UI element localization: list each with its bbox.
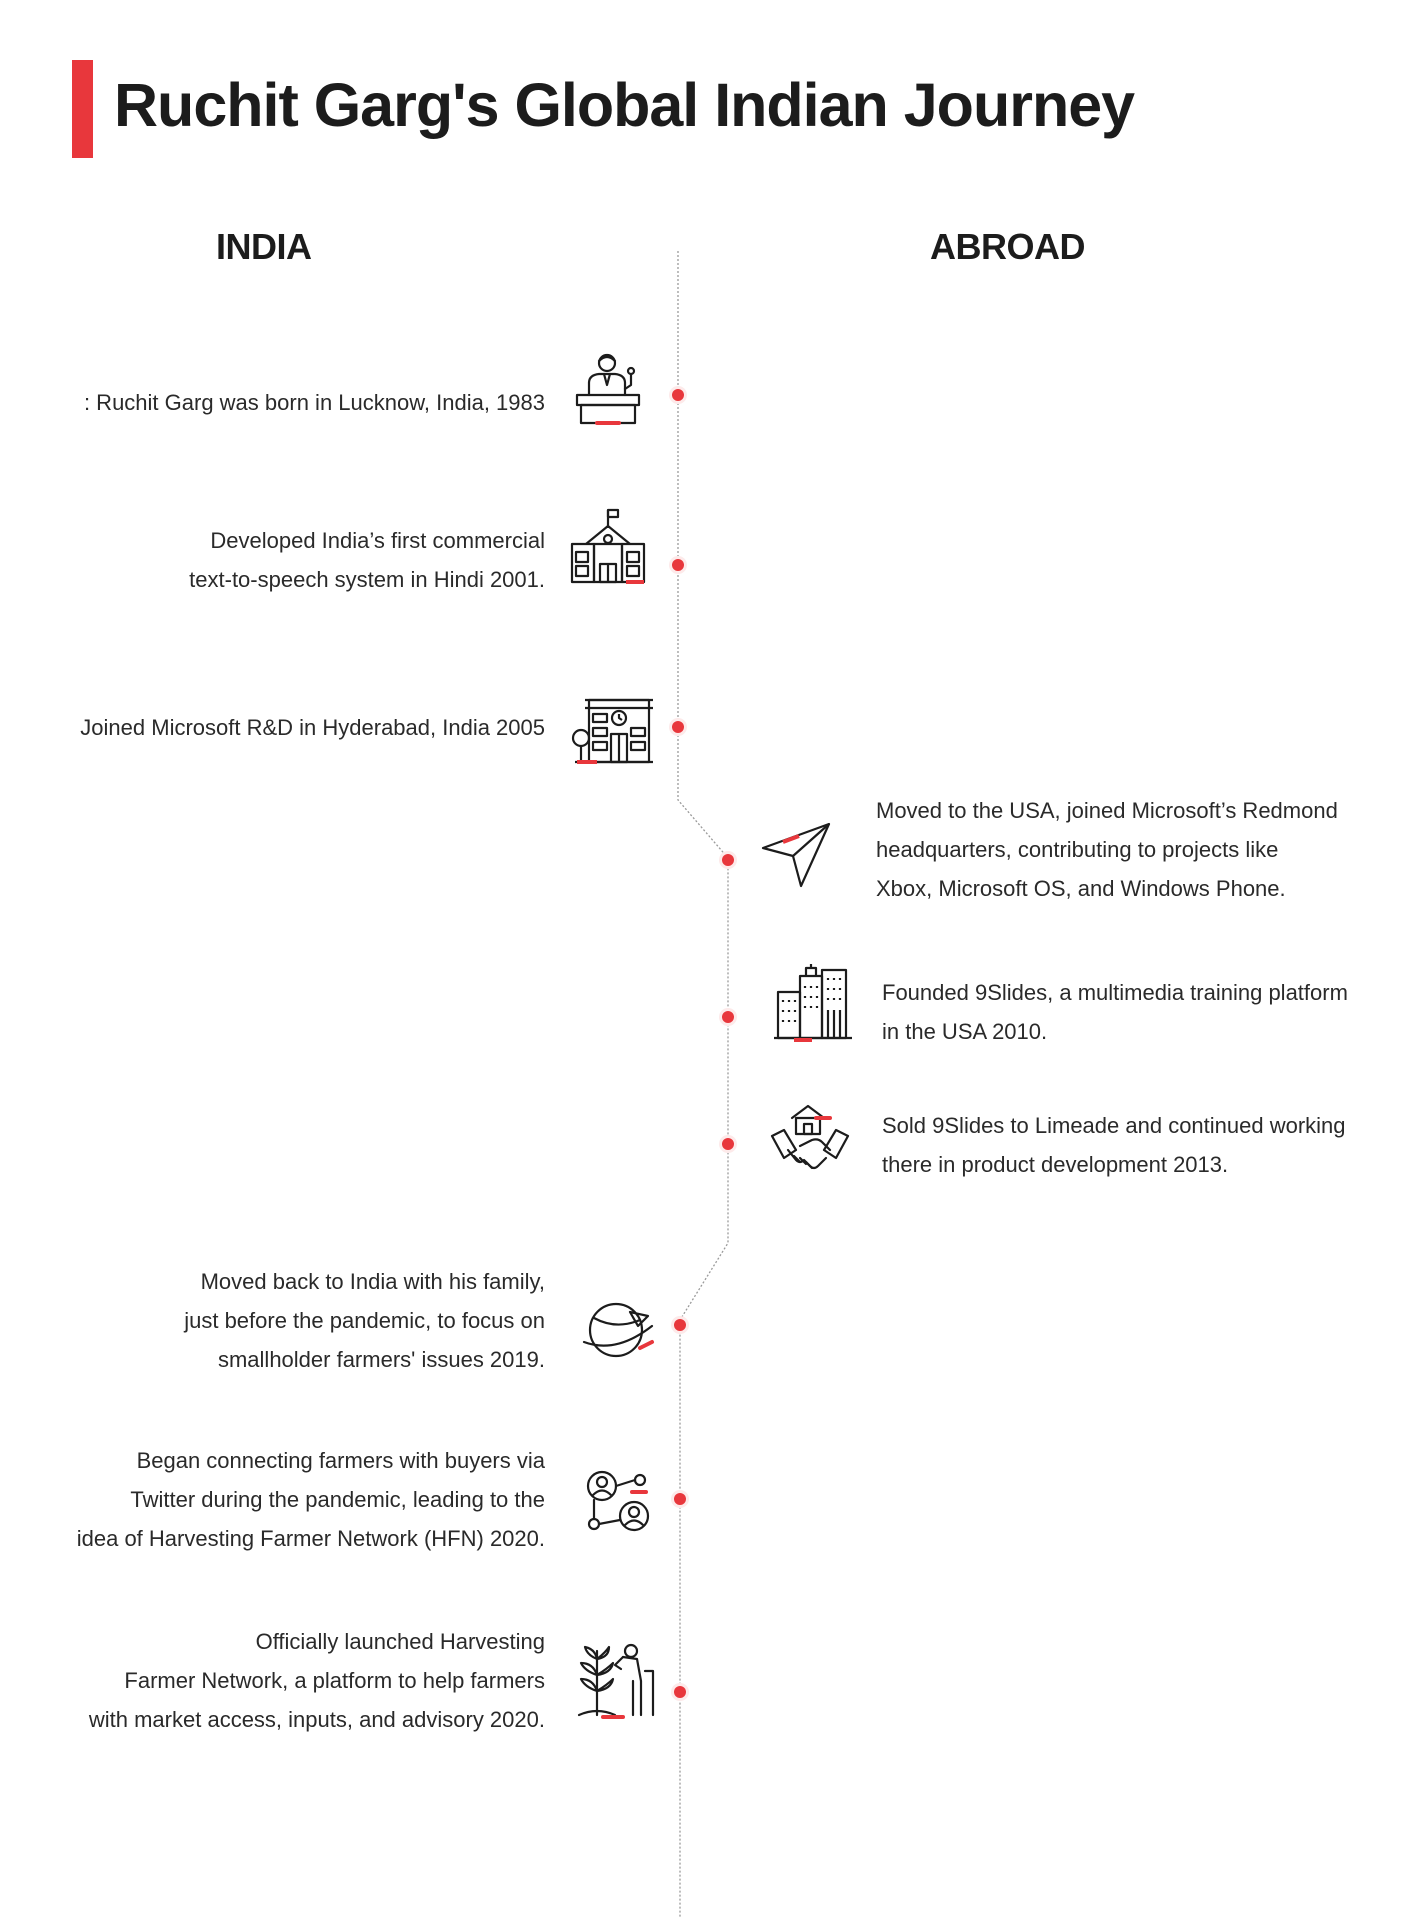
speaker-podium-icon — [571, 349, 653, 431]
column-heading-india: INDIA — [216, 226, 312, 267]
handshake-house-icon — [770, 1100, 852, 1182]
timeline-dots — [669, 386, 737, 1701]
timeline-dot — [669, 556, 687, 574]
timeline-dot — [671, 1683, 689, 1701]
timeline-dot — [671, 1490, 689, 1508]
timeline-dot — [669, 386, 687, 404]
office-building-icon — [573, 688, 655, 770]
event-text-hfn-launch: Officially launched Harvesting Farmer Network, a platform to help farmers with market access, inputs, and advisory 2020. — [88, 1629, 545, 1732]
network-users-icon — [580, 1462, 662, 1544]
paper-plane-icon — [759, 816, 841, 898]
column-heading-abroad: ABROAD — [930, 226, 1085, 267]
globe-plane-icon — [580, 1292, 662, 1374]
event-text-born: : Ruchit Garg was born in Lucknow, India, 1983 — [83, 390, 545, 415]
event-text-tts: Developed India’s first commercial text-to-speech system in Hindi 2001. — [189, 528, 545, 592]
event-text-redmond: Moved to the USA, joined Microsoft’s Redmond headquarters, contributing to projects like Xbox, Microsoft OS, and Windows Phone. — [876, 798, 1338, 901]
event-text-twitter-hfn: Began connecting farmers with buyers via Twitter during the pandemic, leading to the idea of Harvesting Farmer Network (HFN) 2020. — [76, 1448, 545, 1551]
event-text-microsoft-india: Joined Microsoft R&D in Hyderabad, India 2005 — [80, 715, 545, 740]
timeline-dot — [719, 1008, 737, 1026]
timeline-dot — [671, 1316, 689, 1334]
event-text-back-to-india: Moved back to India with his family, just before the pandemic, to focus on smallholder farmers' issues 2019. — [184, 1269, 545, 1372]
city-buildings-icon — [774, 964, 856, 1046]
timeline-dot — [669, 718, 687, 736]
page-title: Ruchit Garg's Global Indian Journey — [114, 71, 1135, 139]
timeline-dot — [719, 1135, 737, 1153]
school-building-icon — [570, 508, 652, 590]
timeline-dot — [719, 851, 737, 869]
event-text-limeade: Sold 9Slides to Limeade and continued working there in product development 2013. — [882, 1113, 1346, 1177]
event-text-9slides: Founded 9Slides, a multimedia training platform in the USA 2010. — [882, 980, 1348, 1044]
farmer-plant-icon — [575, 1641, 657, 1723]
